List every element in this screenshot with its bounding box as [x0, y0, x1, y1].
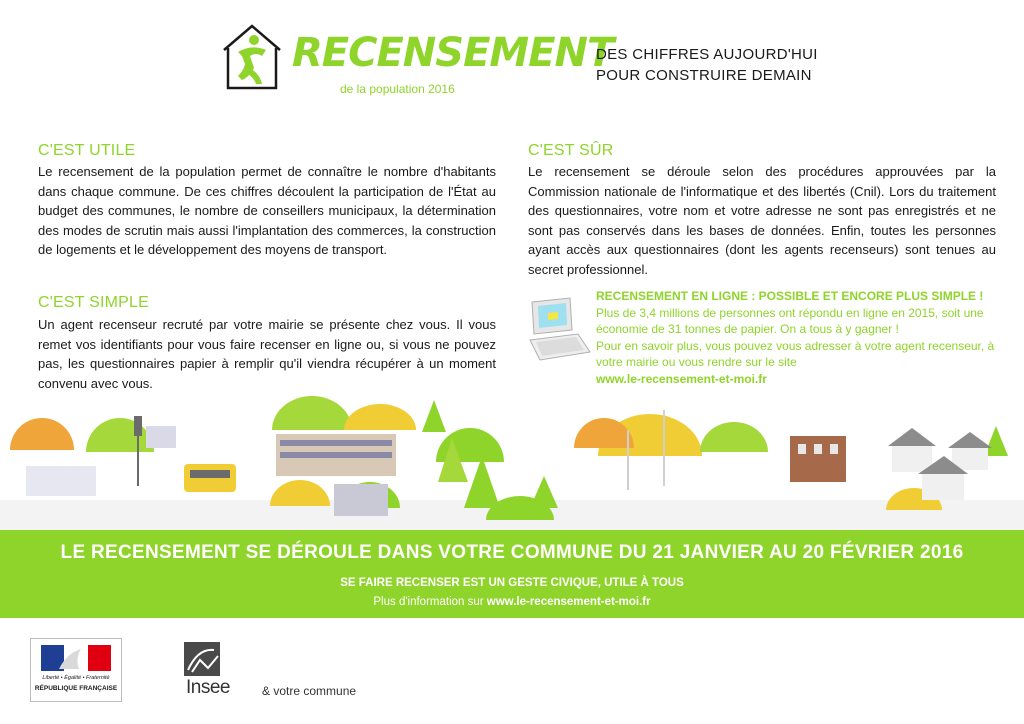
online-text-1: Plus de 3,4 millions de personnes ont répondu en ligne en 2015, soit une économie de 31 tonnes de papier. On a tous à y gagner ! [596, 305, 984, 336]
votre-commune-text: & votre commune [262, 684, 357, 698]
tagline-line-1: DES CHIFFRES AUJOURD'HUI [596, 46, 818, 63]
section-title-simple: C'EST SIMPLE [38, 294, 149, 311]
section-text-sur: Le recensement se déroule selon des procédures approuvées par la Commission nationale de l'informatique et des libertés (Cnil). Lors du traitement des questionnaires, votre nom et votre adresse ne sont pas enregistrés et ne sont pas conservés dans les bases de données. Enfin, toutes les personnes ayant accès aux questionnaires (dont les agents recenseurs) sont tenues au secret professionnel. [528, 164, 996, 277]
insee-name: Insee [186, 677, 230, 698]
banner-civic-message: SE FAIRE RECENSER EST UN GESTE CIVIQUE, UTILE À TOUS [340, 577, 684, 589]
online-heading: RECENSEMENT EN LIGNE : POSSIBLE ET ENCORE PLUS SIMPLE ! [596, 289, 984, 303]
republique-francaise-logo [30, 638, 122, 702]
banner-url-link[interactable]: www.le-recensement-et-moi.fr [486, 596, 651, 608]
marianne-flag-icon [41, 645, 111, 671]
section-title-sur: C'EST SÛR [528, 142, 614, 159]
computer-icon [526, 296, 592, 368]
online-info [596, 288, 1006, 387]
rf-motto: Liberté • Égalité • Fraternité [42, 675, 110, 681]
page-title: RECENSEMENT [292, 30, 614, 76]
online-url-link[interactable]: www.le-recensement-et-moi.fr [596, 371, 767, 386]
section-text-simple: Un agent recenseur recruté par votre mairie se présente chez vous. Il vous remet vos identifiants pour vous faire recenser en ligne ou, si vous ne pouvez pas, les questionnaires papier à remplir qu'il viendra récupérer à un moment convenu avec vous. [38, 317, 496, 391]
section-title-utile: C'EST UTILE [38, 142, 136, 159]
online-text-2: Pour en savoir plus, vous pouvez vous adresser à votre agent recenseur, à votre mairie ou vous rendre sur le site [596, 338, 995, 369]
banner-dates: LE RECENSEMENT SE DÉROULE DANS VOTRE COMMUNE DU 21 JANVIER AU 20 FÉVRIER 2016 [60, 542, 964, 563]
rf-name: RÉPUBLIQUE FRANÇAISE [34, 685, 118, 692]
insee-logo-icon [184, 642, 242, 678]
section-text-utile: Le recensement de la population permet de connaître le nombre d'habitants dans chaque commune. De ces chiffres découlent la participation de l'État au budget des communes, le nombre de conseillers municipaux, la détermination des modes de scrutin mais aussi l'implantation des commerces, la construction de logements et le développement des moyens de transport. [38, 164, 496, 258]
tagline [596, 44, 818, 86]
town-illustration [0, 390, 1024, 540]
banner-more-info [0, 596, 1024, 608]
banner-more-prefix: Plus d'information sur [373, 596, 484, 608]
tagline-line-2: POUR CONSTRUIRE DEMAIN [596, 67, 812, 84]
page-subtitle: de la population 2016 [340, 82, 455, 96]
house-logo-icon [218, 22, 286, 92]
